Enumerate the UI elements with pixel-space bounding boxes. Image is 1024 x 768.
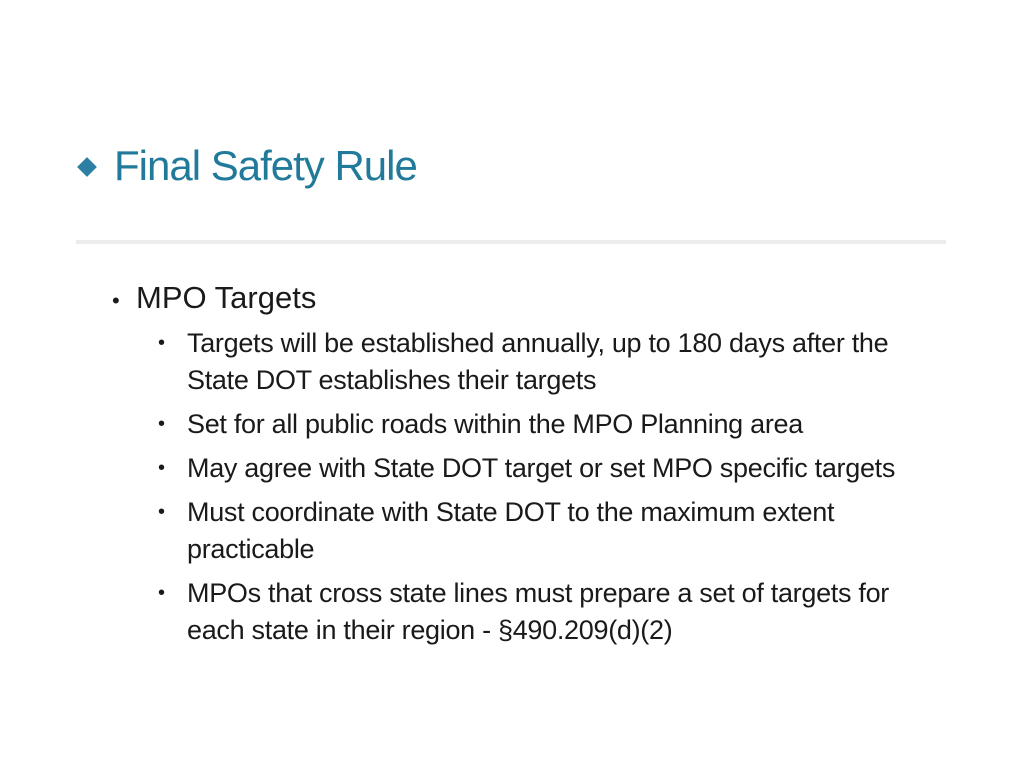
sub-bullet-item [158,494,932,568]
bullet-icon: • [158,457,166,479]
sub-bullet-list [112,325,932,649]
title-divider [76,240,946,244]
bullet-icon: • [112,288,120,313]
bullet-icon: • [158,332,166,354]
bullet-item-mpo-targets [112,278,932,321]
sub-bullet-item [158,325,932,399]
diamond-bullet-icon [77,157,97,177]
sub-bullet-text: Set for all public roads within the MPO Planning area [187,409,803,439]
slide-content [112,278,932,656]
sub-bullet-item [158,406,932,443]
sub-bullet-item [158,450,932,487]
sub-bullet-text: Targets will be established annually, up to 180 days after the State DOT establishes their targets [187,328,889,395]
slide-title: Final Safety Rule [114,142,417,189]
sub-bullet-text: May agree with State DOT target or set MPO specific targets [187,453,896,483]
sub-bullet-text: Must coordinate with State DOT to the maximum extent practicable [187,497,835,564]
bullet-icon: • [158,582,166,604]
sub-bullet-text: MPOs that cross state lines must prepare a set of targets for each state in their region - §490.209(d)(2) [187,578,889,645]
bullet-label: MPO Targets [136,280,317,315]
bullet-icon: • [158,501,166,523]
bullet-icon: • [158,413,166,435]
sub-bullet-item [158,575,932,649]
title-row [76,138,417,194]
